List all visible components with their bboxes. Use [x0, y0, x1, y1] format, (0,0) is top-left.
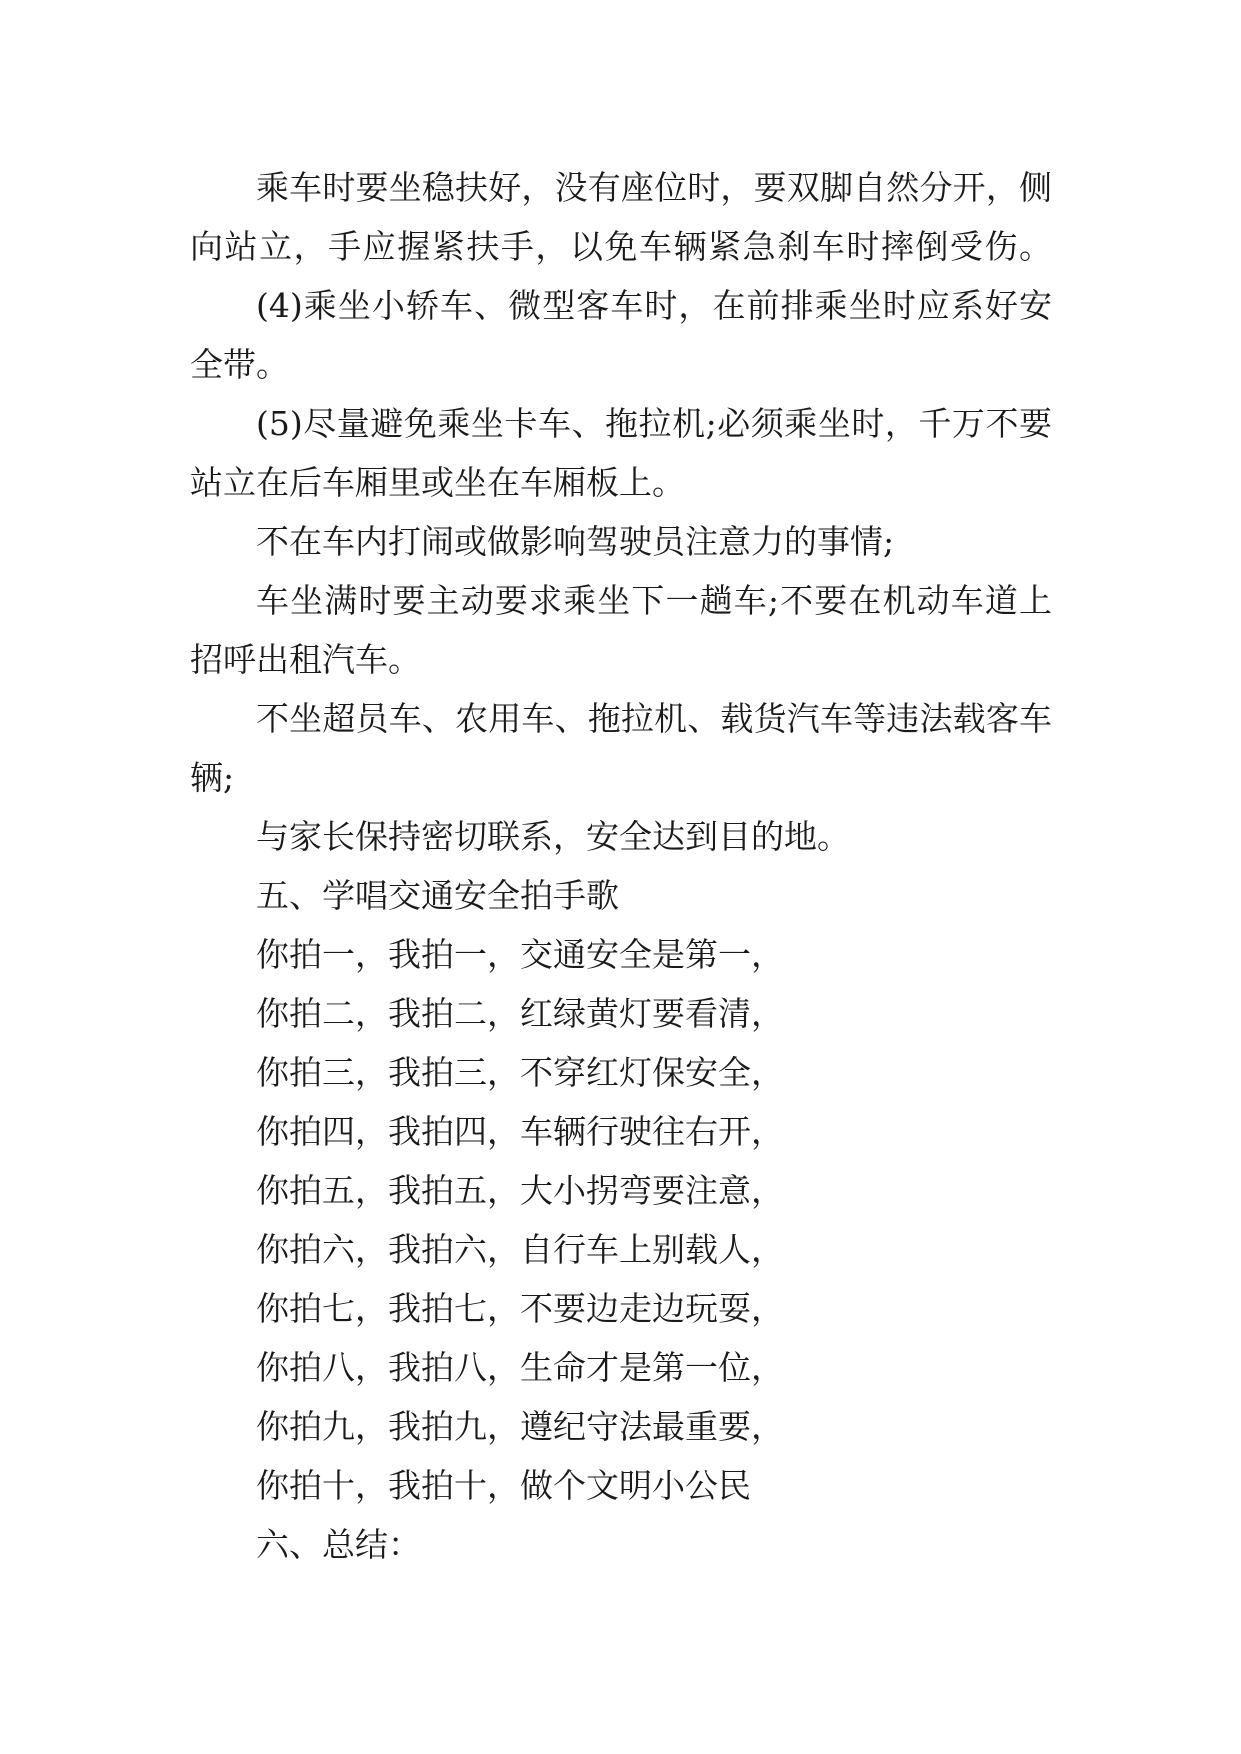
section-heading: 六、总结：	[256, 1525, 421, 1564]
section-heading: 五、学唱交通安全拍手歌	[256, 876, 619, 915]
paragraph-line: 向站立，手应握紧扶手，以免车辆紧急刹车时摔倒受伤。	[190, 227, 1052, 266]
paragraph-line: (4)乘坐小轿车、微型客车时，在前排乘坐时应系好安	[256, 286, 1052, 325]
song-line: 你拍九，我拍九，遵纪守法最重要，	[256, 1407, 784, 1446]
song-line: 你拍六，我拍六，自行车上别载人，	[256, 1230, 784, 1269]
song-line: 你拍十，我拍十，做个文明小公民	[256, 1466, 751, 1505]
paragraph-line: 与家长保持密切联系，安全达到目的地。	[256, 817, 850, 856]
paragraph-line: 乘车时要坐稳扶好，没有座位时，要双脚自然分开，侧	[256, 168, 1052, 207]
paragraph-line: 车坐满时要主动要求乘坐下一趟车;不要在机动车道上	[256, 581, 1052, 620]
song-line: 你拍二，我拍二，红绿黄灯要看清，	[256, 994, 784, 1033]
song-line: 你拍一，我拍一，交通安全是第一，	[256, 935, 784, 974]
song-line: 你拍七，我拍七，不要边走边玩耍，	[256, 1289, 784, 1328]
song-line: 你拍五，我拍五，大小拐弯要注意，	[256, 1171, 784, 1210]
paragraph-line: 辆;	[190, 758, 235, 797]
paragraph-line: 不坐超员车、农用车、拖拉机、载货汽车等违法载客车	[256, 699, 1052, 738]
paragraph-line: 招呼出租汽车。	[190, 640, 421, 679]
song-line: 你拍八，我拍八，生命才是第一位，	[256, 1348, 784, 1387]
song-line: 你拍四，我拍四，车辆行驶往右开，	[256, 1112, 784, 1151]
paragraph-line: (5)尽量避免乘坐卡车、拖拉机;必须乘坐时，千万不要	[256, 404, 1052, 443]
paragraph-line: 全带。	[190, 345, 289, 384]
song-line: 你拍三，我拍三，不穿红灯保安全，	[256, 1053, 784, 1092]
paragraph-line: 不在车内打闹或做影响驾驶员注意力的事情;	[256, 522, 895, 561]
paragraph-line: 站立在后车厢里或坐在车厢板上。	[190, 463, 685, 502]
